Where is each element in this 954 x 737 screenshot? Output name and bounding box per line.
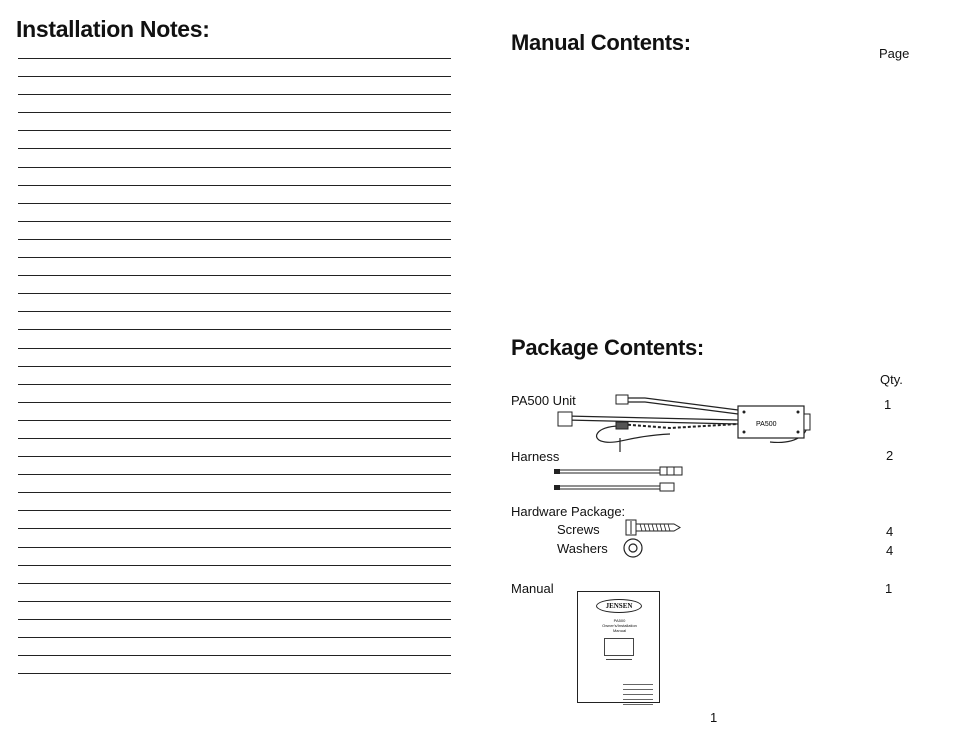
note-line bbox=[18, 366, 451, 384]
notes-lines bbox=[18, 58, 451, 691]
booklet-fine-print bbox=[623, 684, 653, 709]
screw-icon bbox=[624, 518, 684, 538]
washer-icon bbox=[622, 537, 644, 559]
package-contents-title: Package Contents: bbox=[511, 335, 704, 360]
note-line bbox=[18, 167, 451, 185]
note-line bbox=[18, 510, 451, 528]
note-line bbox=[18, 185, 451, 203]
note-line bbox=[18, 565, 451, 583]
note-line bbox=[18, 311, 451, 329]
item-qty-washers: 4 bbox=[886, 543, 894, 558]
note-line bbox=[18, 148, 451, 166]
note-line bbox=[18, 94, 451, 112]
item-label-screws: Screws bbox=[557, 522, 600, 537]
note-line bbox=[18, 203, 451, 221]
note-line bbox=[18, 637, 451, 655]
note-line bbox=[18, 402, 451, 420]
note-line bbox=[18, 619, 451, 637]
note-line bbox=[18, 438, 451, 456]
booklet-device-image bbox=[604, 638, 634, 656]
note-line bbox=[18, 348, 451, 366]
note-line bbox=[18, 474, 451, 492]
note-line bbox=[18, 293, 451, 311]
note-line bbox=[18, 492, 451, 510]
manual-contents-title: Manual Contents: bbox=[511, 30, 691, 55]
note-line bbox=[18, 547, 451, 565]
pa500-unit-illustration bbox=[550, 390, 820, 454]
note-line bbox=[18, 673, 451, 691]
item-label-harness: Harness bbox=[511, 449, 560, 464]
booklet-model: PA500 bbox=[613, 618, 626, 623]
note-line bbox=[18, 221, 451, 239]
note-line bbox=[18, 275, 451, 293]
note-line bbox=[18, 528, 451, 546]
page-column-header: Page bbox=[879, 46, 910, 61]
note-line bbox=[18, 58, 451, 76]
note-line bbox=[18, 130, 451, 148]
booklet-manual: Manual bbox=[612, 628, 627, 633]
note-line bbox=[18, 76, 451, 94]
item-label-manual: Manual bbox=[511, 581, 554, 596]
pa500-device-label: PA500 bbox=[756, 421, 777, 428]
item-qty-harness: 2 bbox=[886, 448, 894, 463]
note-line bbox=[18, 384, 451, 402]
note-line bbox=[18, 655, 451, 673]
item-label-washers: Washers bbox=[557, 541, 608, 556]
note-line bbox=[18, 112, 451, 130]
note-line bbox=[18, 601, 451, 619]
item-label-pa500-unit: PA500 Unit bbox=[511, 393, 576, 408]
note-line bbox=[18, 239, 451, 257]
booklet-subtitle: Owner's/Installation bbox=[602, 623, 637, 628]
item-qty-pa500-unit: 1 bbox=[884, 397, 892, 412]
note-line bbox=[18, 456, 451, 474]
note-line bbox=[18, 329, 451, 347]
item-qty-screws: 4 bbox=[886, 524, 894, 539]
installation-notes-title: Installation Notes: bbox=[16, 16, 210, 42]
note-line bbox=[18, 420, 451, 438]
harness-illustration bbox=[550, 464, 690, 494]
booklet-divider bbox=[606, 659, 632, 662]
note-line bbox=[18, 583, 451, 601]
page-number: 1 bbox=[710, 710, 718, 725]
manual-booklet-illustration bbox=[577, 591, 660, 703]
item-label-hardware-package: Hardware Package: bbox=[511, 504, 626, 519]
jensen-logo: JENSEN bbox=[596, 599, 642, 613]
item-qty-manual: 1 bbox=[885, 581, 893, 596]
qty-column-header: Qty. bbox=[880, 372, 903, 387]
note-line bbox=[18, 257, 451, 275]
